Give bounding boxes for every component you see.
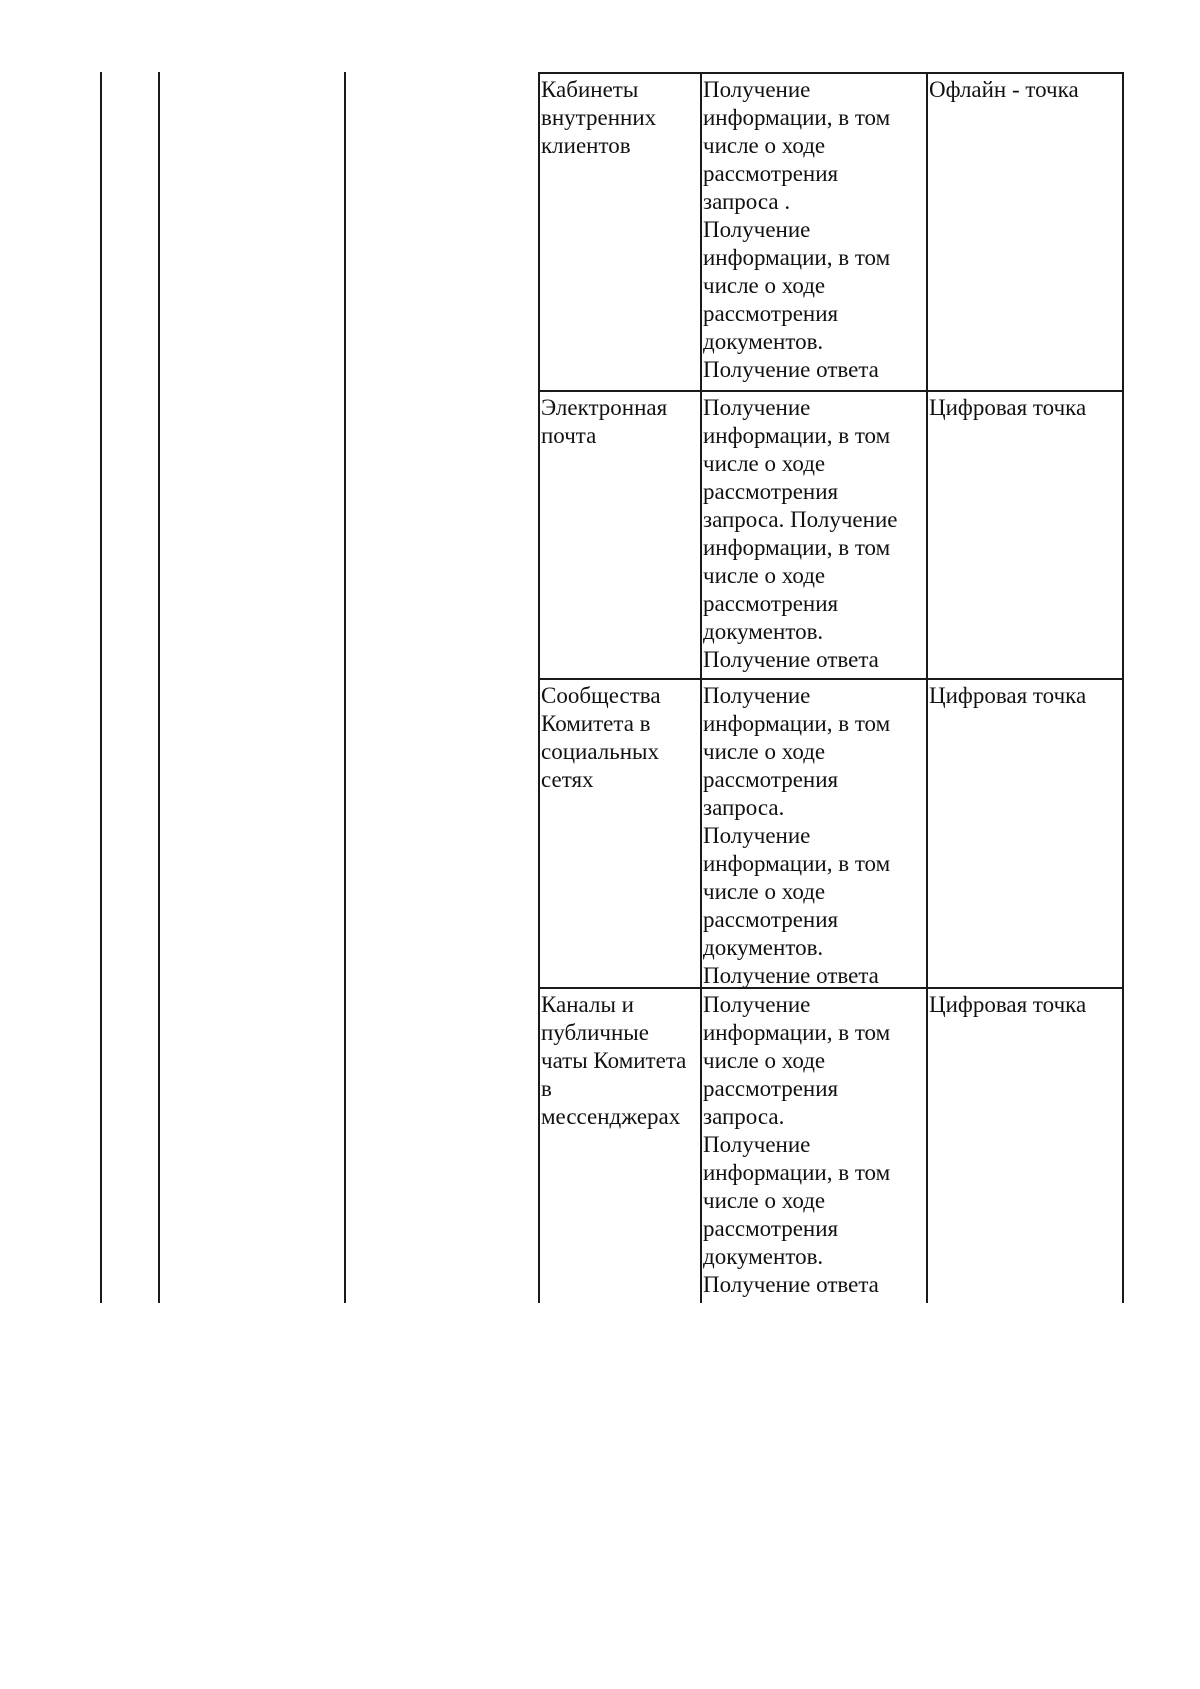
point-type-cell: Офлайн - точка <box>929 77 1079 102</box>
purpose-cell: Получение информации, в том числе о ходе рассмотрения запроса. Получение информации, в том числе о ходе рассмотрения документов. Получение ответа <box>703 992 891 1297</box>
purpose-cell: Получение информации, в том числе о ходе рассмотрения запроса . Получение информации, в том числе о ходе рассмотрения документов. Получение ответа <box>703 77 891 382</box>
left-column-border-3 <box>344 72 346 1303</box>
table-border-top <box>538 72 1124 74</box>
table-row-divider-1 <box>538 390 1124 392</box>
purpose-cell: Получение информации, в том числе о ходе рассмотрения запроса. Получение информации, в том числе о ходе рассмотрения документов. Получение ответа <box>703 395 898 672</box>
channel-cell: Кабинеты внутренних клиентов <box>541 77 657 158</box>
point-type-cell: Цифровая точка <box>929 992 1087 1017</box>
table-border-right <box>1122 72 1124 1303</box>
channel-cell: Сообщества Комитета в социальных сетях <box>541 683 661 792</box>
left-column-border-1 <box>100 72 102 1303</box>
point-type-cell: Цифровая точка <box>929 395 1087 420</box>
channel-cell: Электронная почта <box>541 395 668 448</box>
channel-cell: Каналы и публичные чаты Комитета в мессенджерах <box>541 992 687 1129</box>
table-row-divider-2 <box>538 678 1124 680</box>
table-border-type-left <box>926 72 928 1303</box>
point-type-cell: Цифровая точка <box>929 683 1087 708</box>
table-border-channel-left <box>538 72 540 1303</box>
table-border-purpose-left <box>700 72 702 1303</box>
purpose-cell: Получение информации, в том числе о ходе рассмотрения запроса. Получение информации, в том числе о ходе рассмотрения документов. Получение ответа <box>703 683 891 988</box>
left-column-border-2 <box>158 72 160 1303</box>
